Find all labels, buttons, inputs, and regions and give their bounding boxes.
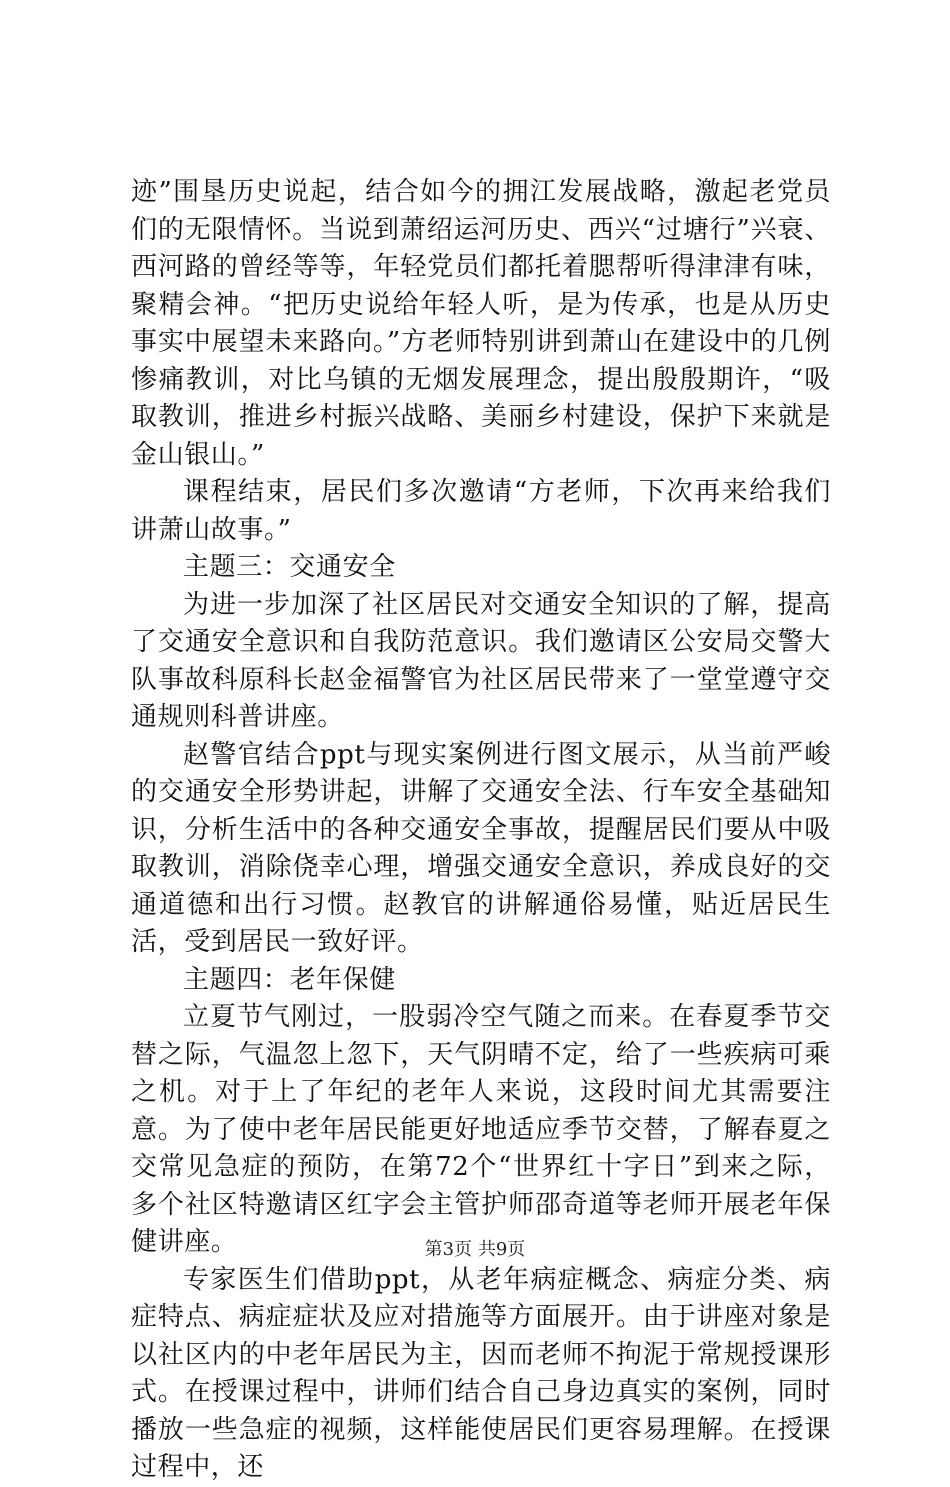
paragraph-traffic-detail: 赵警官结合ppt与现实案例进行图文展示，从当前严峻的交通安全形势讲起，讲解了交通安全法、行车安全基础知识，分析生活中的各种交通安全事故，提醒居民们要从中吸取教训，消除侥幸心理，增强交通安全意识，养成良好的交通道德和出行习惯。赵教官的讲解通俗易懂，贴近居民生活，受到居民一致好评。 xyxy=(131,739,831,957)
heading-theme-three: 主题三：交通安全 xyxy=(183,552,396,582)
paragraph-health-detail: 专家医生们借助ppt，从老年病症概念、病症分类、病症特点、病症症状及应对措施等方面展开。由于讲座对象是以社区内的中老年居民为主，因而老师不拘泥于常规授课形式。在授课过程中，讲师们结合自己身边真实的案例，同时播放一些急症的视频，这样能使居民们更容易理解。在授课过程中，还 xyxy=(131,1264,831,1482)
paragraph-course-end: 课程结束，居民们多次邀请“方老师，下次再来给我们讲萧山故事。” xyxy=(131,477,831,545)
heading-theme-four: 主题四：老年保健 xyxy=(183,964,396,995)
document-body xyxy=(131,174,831,1487)
page-footer: 第3页 共9页 xyxy=(424,1239,526,1260)
paragraph-health-intro: 立夏节气刚过，一股弱冷空气随之而来。在春夏季节交替之际，气温忽上忽下，天气阴晴不定，给了一些疾病可乘之机。对于上了年纪的老年人来说，这段时间尤其需要注意。为了使中老年居民能更好地适应季节交替，了解春夏之交常见急症的预防，在第72个“世界红十字日”到来之际，多个社区特邀请区红字会主管护师邵奇道等老师开展老年保健讲座。 xyxy=(131,1002,831,1257)
paragraph-history-lecture: 迹”围垦历史说起，结合如今的拥江发展战略，激起老党员们的无限情怀。当说到萧绍运河历史、西兴“过塘行”兴衰、西河路的曾经等等，年轻党员们都托着腮帮听得津津有味，聚精会神。“把历史说给年轻人听，是为传承，也是从历史事实中展望未来路向。”方老师特别讲到萧山在建设中的几例惨痛教训，对比乌镇的无烟发展理念，提出殷殷期许，“吸取教训，推进乡村振兴战略、美丽乡村建设，保护下来就是金山银山。” xyxy=(131,177,831,470)
paragraph-traffic-intro: 为进一步加深了社区居民对交通安全知识的了解，提高了交通安全意识和自我防范意识。我们邀请区公安局交警大队事故科原科长赵金福警官为社区居民带来了一堂堂遵守交通规则科普讲座。 xyxy=(131,589,831,732)
